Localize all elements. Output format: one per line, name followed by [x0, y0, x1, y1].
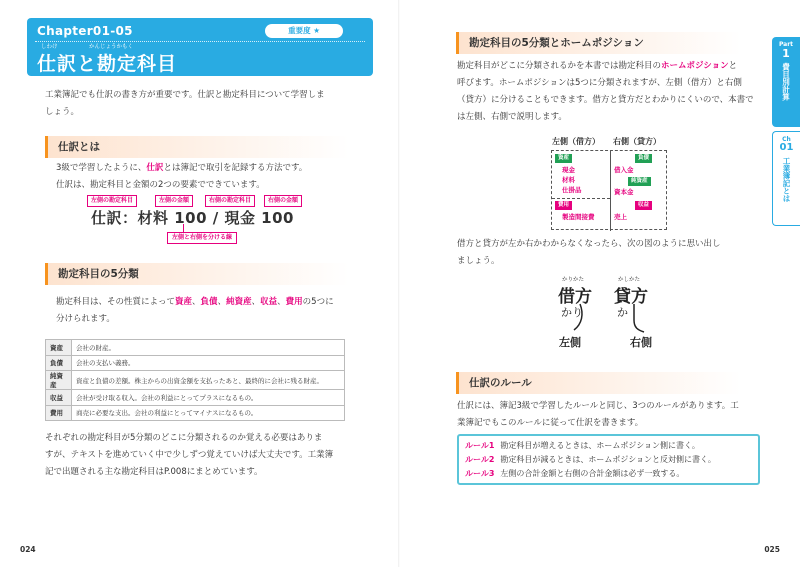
rules-intro: 仕訳には、簿記3級で学習したルールと同じ、3つのルールがあります。工 業簿記でもこのルールに従って仕訳を書きます。	[457, 401, 739, 428]
tag-liability: 負債	[635, 154, 652, 163]
right-side-label: 右側	[630, 336, 652, 349]
part-title: 費目別計算	[781, 63, 791, 101]
section-categories-heading: 勘定科目の5分類	[45, 263, 365, 285]
reminder-text: 借方と貸方が左か右かわからなくなったら、次の図のように思い出し ましょう。	[457, 239, 721, 266]
ruby-shiwake: しわけ	[41, 44, 58, 50]
rule-2: ルール2 勘定科目が減るときは、ホームポジションと反対側に書く。	[465, 455, 716, 464]
chapter-title: 仕訳と勘定科目	[37, 53, 178, 75]
label-right-account: 右側の勘定科目	[205, 195, 255, 207]
rules-box	[457, 434, 760, 485]
categories-text: 勘定科目は、その性質によって資産、負債、純資産、収益、費用の5つに 分けられます。	[56, 297, 334, 324]
shiwake-line-2: 仕訳は、勘定科目と金額の2つの要素でできています。	[56, 180, 265, 190]
column-left-debit: 左側（借方）	[552, 137, 600, 146]
kashi-ruby: かしかた	[618, 277, 641, 283]
left-side-label: 左側	[559, 336, 581, 349]
importance-badge: 重要度 ★	[265, 24, 343, 38]
liability-items: 借入金	[614, 166, 634, 174]
chapter-divider	[35, 41, 365, 42]
chapter-header	[27, 18, 373, 76]
shiwake-text: 3級で学習したように、仕訳とは簿記で取引を記録する方法です。 仕訳は、勘定科目と金額の2つの要素でできています。	[56, 160, 366, 194]
diagram-center-line	[610, 151, 611, 231]
page-number-right: 025	[764, 545, 780, 554]
home-position-diagram	[551, 150, 667, 230]
label-left-account: 左側の勘定科目	[87, 195, 137, 207]
ruby-kanjoukamoku: かんじょうかもく	[89, 44, 134, 50]
kashi-script: か	[617, 306, 628, 319]
tag-revenue: 収益	[635, 201, 652, 210]
chapter-tab[interactable]: Ch 01 工業簿記とは	[772, 131, 800, 226]
tag-expense: 費用	[555, 201, 572, 210]
part-tab[interactable]: Part 1 費目別計算	[772, 37, 800, 127]
divider-pointer	[183, 224, 184, 232]
right-page	[400, 0, 800, 567]
homeposition-text: 勘定科目がどこに分類されるかを本書では勘定科目のホームポジションと 呼びます。ホームポジションは5つに分類されますが、左側（借方）と右側 （貸方）に分けることもできます。借方と貸方だとわかりにくいので、本書で は左側、右側で説明します。	[457, 61, 754, 122]
kari-text: 借方	[558, 287, 592, 307]
expense-items: 製造間接費	[562, 213, 595, 221]
label-right-amount: 右側の金額	[264, 195, 302, 207]
intro-text	[45, 87, 365, 121]
category-table	[45, 339, 345, 421]
rule-1: ルール1 勘定科目が増えるときは、ホームポジション側に書く。	[465, 441, 700, 450]
kari-ruby: かりかた	[562, 277, 585, 283]
revenue-items: 売上	[614, 213, 627, 221]
kashi-text: 貸方	[614, 287, 648, 307]
table-row: 費用 商売に必要な支出。会社の利益にとってマイナスになるもの。	[46, 405, 345, 421]
tag-asset: 資産	[555, 154, 572, 163]
chapter-tab-title: 工業簿記とは	[782, 157, 791, 202]
categories-note: それぞれの勘定科目が5分類のどこに分類されるのか覚える必要はありま すが、テキストを進めていく中で少しずつ覚えていけば大丈夫です。工業簿 記で出題される主な勘定科目はP.008にまとめています。	[45, 433, 334, 477]
equity-items: 資本金	[614, 188, 634, 196]
journal-formula: 仕訳：材料 100 / 現金 100	[91, 209, 294, 227]
column-right-credit: 右側（貸方）	[613, 137, 661, 146]
page-number-left: 024	[20, 545, 36, 554]
table-row: 資産 会社の財産。	[46, 340, 345, 356]
section-shiwake-heading: 仕訳とは	[45, 136, 365, 158]
table-row: 純資産 資産と負債の差額。株主からの出資金額を支払ったあと、最終的に会社に残る財産。	[46, 371, 345, 390]
kashi-stroke	[634, 304, 644, 332]
asset-items: 現金 材料 仕掛品	[562, 166, 582, 194]
rule-3: ルール3 左側の合計金額と右側の合計金額は必ず一致する。	[465, 469, 685, 478]
table-row: 収益 会社が受け取る収入。会社の利益にとってプラスになるもの。	[46, 390, 345, 406]
diagram-left-divider	[552, 198, 610, 199]
kari-script: かり	[561, 306, 583, 319]
label-divider-line: 左側と右側を分ける線	[167, 232, 237, 244]
label-left-amount: 左側の金額	[155, 195, 193, 207]
table-row: 負債 会社の支払い義務。	[46, 355, 345, 371]
intro-line-2: しょう。	[45, 107, 80, 117]
intro-line-1: 工業簿記でも仕訳の書き方が重要です。仕訳と勘定科目について学習しま	[45, 90, 325, 100]
tag-equity: 純資産	[628, 177, 651, 186]
section-rules-heading: 仕訳のルール	[456, 372, 756, 394]
section-homeposition-heading: 勘定科目の5分類とホームポジション	[456, 32, 756, 54]
handwriting-strokes	[550, 300, 660, 338]
kari-stroke	[574, 304, 582, 330]
chapter-number: Chapter01-05	[37, 24, 133, 38]
